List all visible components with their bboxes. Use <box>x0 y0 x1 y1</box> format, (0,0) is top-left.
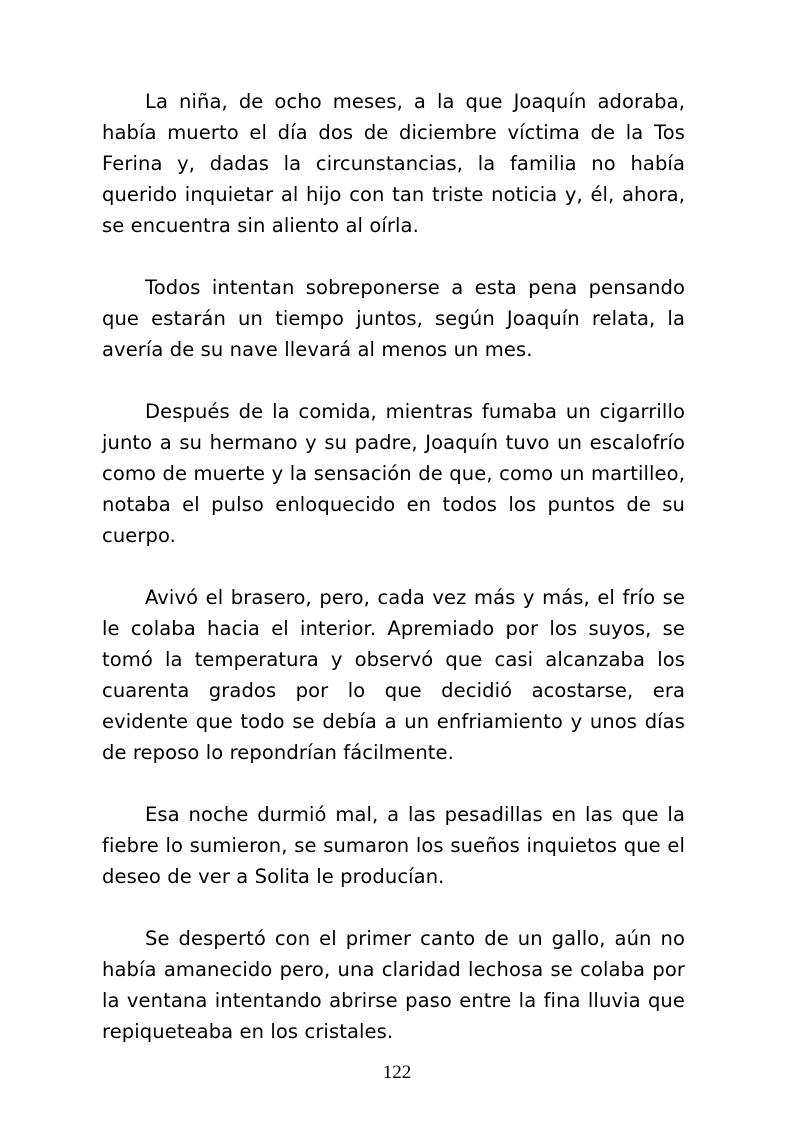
body-text <box>102 86 685 1047</box>
page-number: 122 <box>382 1062 412 1083</box>
paragraph-4: Avivó el brasero, pero, cada vez más y más, el frío se le colaba hacia el interior. Apremiado por los suyos, se tomó la temperatura y observó que casi alcanzaba los cuarenta grados por lo que decidió acostarse, era evidente que todo se debía a un enfriamiento y unos días de reposo lo repondrían fácilmente. <box>102 586 685 764</box>
paragraph-1: La niña, de ocho meses, a la que Joaquín adoraba, había muerto el día dos de diciembre víctima de la Tos Ferina y, dadas la circunstancias, la familia no había querido inquietar al hijo con tan triste noticia y, él, ahora, se encuentra sin aliento al oírla. <box>102 90 685 237</box>
paragraph-2: Todos intentan sobreponerse a esta pena pensando que estarán un tiempo juntos, según Joaquín relata, la avería de su nave llevará al menos un mes. <box>102 276 685 361</box>
paragraph-5: Esa noche durmió mal, a las pesadillas en las que la fiebre lo sumieron, se sumaron los sueños inquietos que el deseo de ver a Solita le producían. <box>102 803 685 888</box>
paragraph-6: Se despertó con el primer canto de un gallo, aún no había amanecido pero, una claridad lechosa se colaba por la ventana intentando abrirse paso entre la fina lluvia que repiqueteaba en los cristales. <box>102 927 685 1043</box>
paragraph-3: Después de la comida, mientras fumaba un cigarrillo junto a su hermano y su padre, Joaquín tuvo un escalofrío como de muerte y la sensación de que, como un martilleo, notaba el pulso enloquecido en todos los puntos de su cuerpo. <box>102 400 685 547</box>
